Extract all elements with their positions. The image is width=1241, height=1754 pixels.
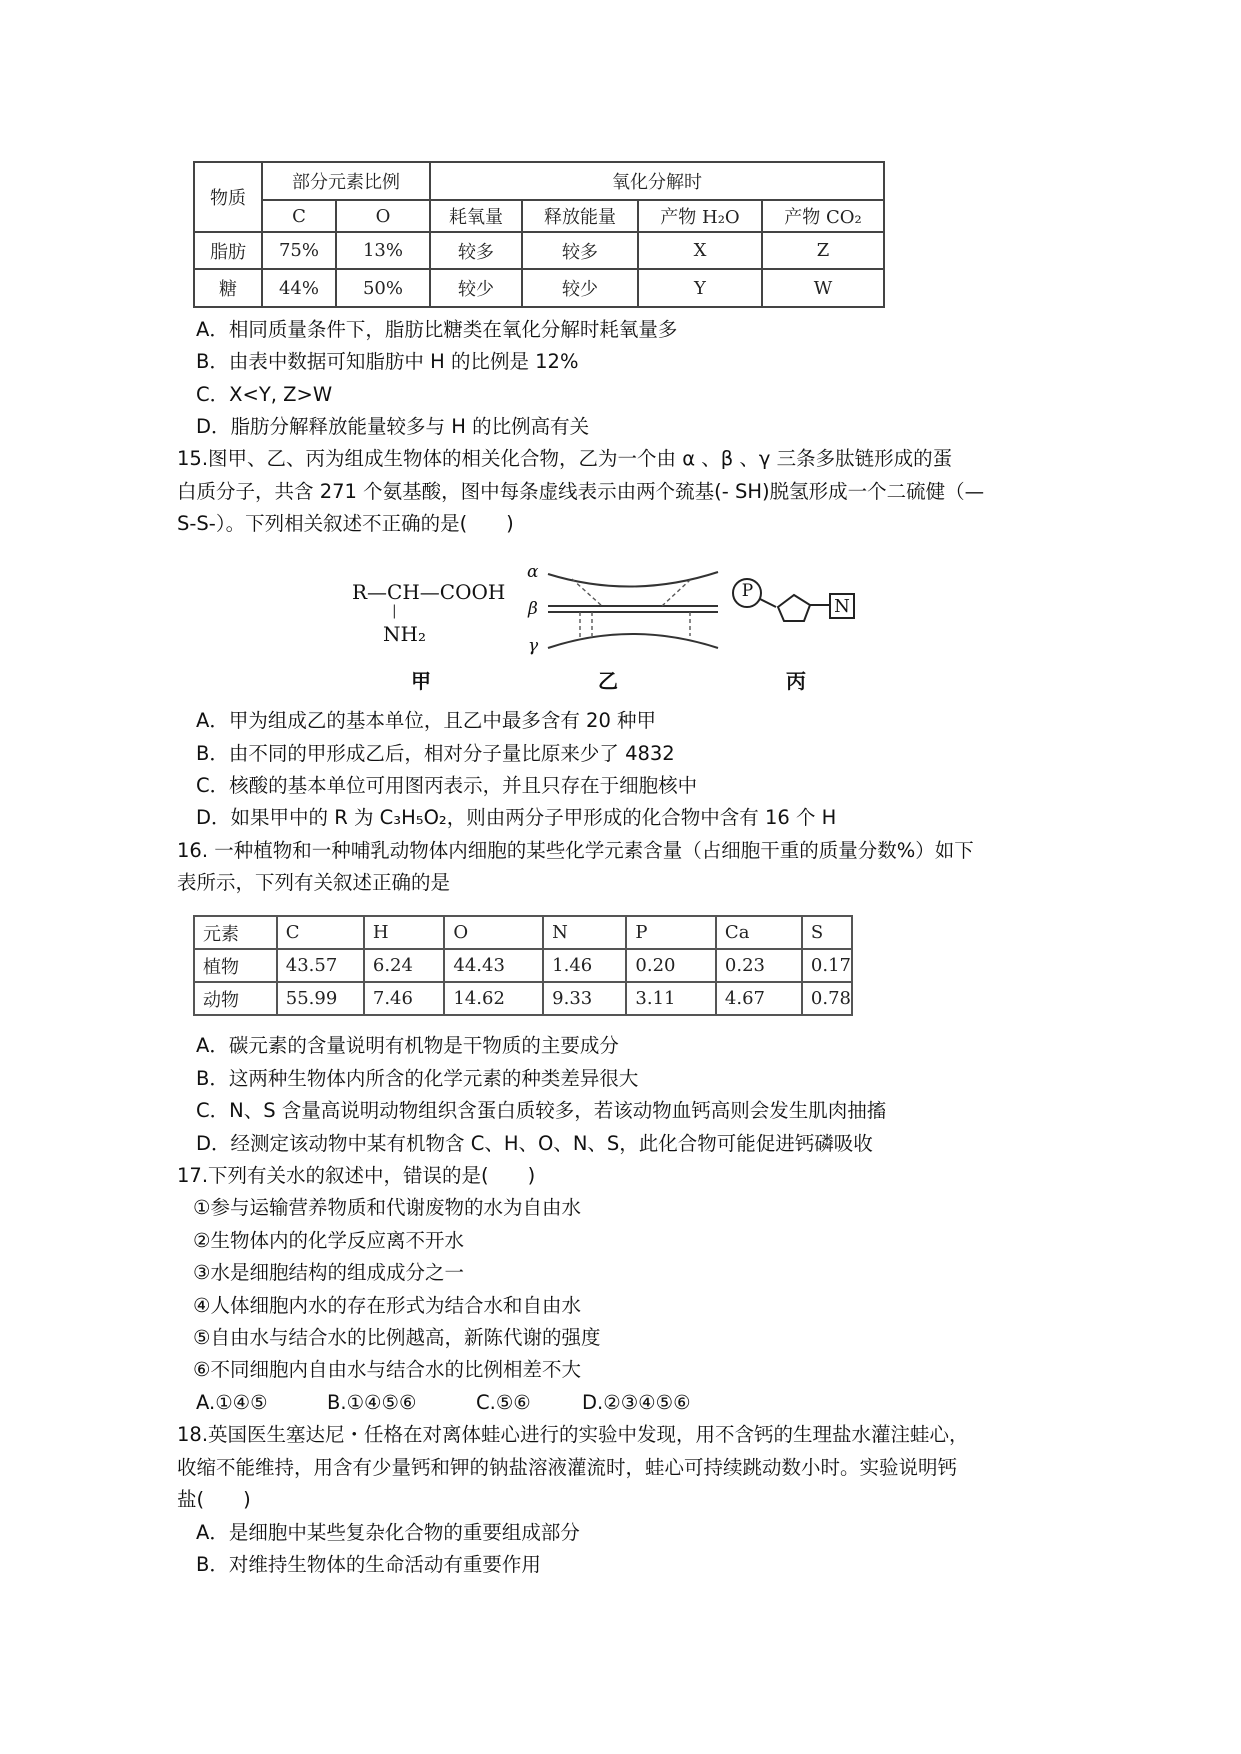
table-cell: 1.46 xyxy=(543,949,626,982)
option-c: C．核酸的基本单位可用图丙表示，并且只存在于细胞核中 xyxy=(196,774,698,797)
table-cell: 动物 xyxy=(194,982,277,1015)
table-cell: 较多 xyxy=(430,232,522,269)
table-cell: X xyxy=(638,232,762,269)
table-cell: 糖 xyxy=(194,269,262,307)
statement-item: ⑤自由水与结合水的比例越高，新陈代谢的强度 xyxy=(193,1326,601,1349)
question-18-stem: 18.英国医生塞达尼・任格在对离体蛙心进行的实验中发现，用不含钙的生理盐水灌注蛙心， xyxy=(177,1423,969,1446)
table-cell: Z xyxy=(762,232,884,269)
table-row xyxy=(194,982,852,1015)
amino-acid-formula: R—CH—COOH xyxy=(352,580,506,604)
question-15-stem: S-S-）。下列相关叙述不正确的是( ) xyxy=(177,512,514,535)
statement-item: ④人体细胞内水的存在形式为结合水和自由水 xyxy=(193,1294,581,1317)
table-header-cell: 产物 H₂O xyxy=(638,200,762,232)
table-cell: Y xyxy=(638,269,762,307)
option-b: B．由不同的甲形成乙后，相对分子量比原来少了 4832 xyxy=(196,742,675,765)
element-content-table xyxy=(193,915,853,1016)
table-cell: 7.46 xyxy=(364,982,445,1015)
table-header-cell: 产物 CO₂ xyxy=(762,200,884,232)
table-header-cell: C xyxy=(277,916,364,949)
choice-a: A.①④⑤ xyxy=(196,1391,268,1414)
chain-alpha-label: α xyxy=(527,562,539,582)
table-row xyxy=(194,916,852,949)
option-a: A．甲为组成乙的基本单位，且乙中最多含有 20 种甲 xyxy=(196,709,657,732)
table-header-cell: P xyxy=(626,916,716,949)
chain-gamma-label: γ xyxy=(528,636,539,656)
table-cell: W xyxy=(762,269,884,307)
table-cell: 植物 xyxy=(194,949,277,982)
table-header-cell: 释放能量 xyxy=(522,200,638,232)
chain-beta-label: β xyxy=(528,599,538,619)
table-cell: 13% xyxy=(336,232,430,269)
option-a: A．相同质量条件下，脂肪比糖类在氧化分解时耗氧量多 xyxy=(196,318,678,341)
option-b: B．这两种生物体内所含的化学元素的种类差异很大 xyxy=(196,1067,639,1090)
table-cell: 较少 xyxy=(430,269,522,307)
statement-item: ③水是细胞结构的组成成分之一 xyxy=(193,1261,464,1284)
question-16-stem: 表所示，下列有关叙述正确的是 xyxy=(177,871,451,894)
choice-b: B.①④⑤⑥ xyxy=(327,1391,417,1414)
question-17-stem: 17.下列有关水的叙述中，错误的是( ) xyxy=(177,1164,536,1187)
table-cell: 较少 xyxy=(522,269,638,307)
table-header-cell: Ca xyxy=(716,916,802,949)
statement-item: ①参与运输营养物质和代谢废物的水为自由水 xyxy=(193,1196,581,1219)
table-header-cell: 氧化分解时 xyxy=(430,162,884,200)
table-row xyxy=(194,949,852,982)
table-cell: 14.62 xyxy=(444,982,543,1015)
table-row xyxy=(194,269,884,307)
table-header-cell: S xyxy=(802,916,852,949)
table-cell: 0.23 xyxy=(716,949,802,982)
question-15-stem: 15.图甲、乙、丙为组成生物体的相关化合物，乙为一个由 α 、β 、γ 三条多肽链形成的蛋 xyxy=(177,447,953,470)
option-b: B．对维持生物体的生命活动有重要作用 xyxy=(196,1553,541,1576)
table-header-cell: H xyxy=(364,916,445,949)
table-header-cell: 部分元素比例 xyxy=(262,162,430,200)
figure-label-jia: 甲 xyxy=(411,669,431,693)
option-b: B．由表中数据可知脂肪中 H 的比例是 12% xyxy=(196,350,579,373)
option-c: C．X<Y, Z>W xyxy=(196,383,333,406)
option-d: D．经测定该动物中某有机物含 C、H、O、N、S，此化合物可能促进钙磷吸收 xyxy=(196,1132,873,1155)
option-c: C．N、S 含量高说明动物组织含蛋白质较多，若该动物血钙高则会发生肌肉抽搐 xyxy=(196,1099,887,1122)
phosphate-label: P xyxy=(741,581,754,601)
option-d: D．如果甲中的 R 为 C₃H₅O₂，则由两分子甲形成的化合物中含有 16 个 H xyxy=(196,806,837,829)
option-a: A．是细胞中某些复杂化合物的重要组成部分 xyxy=(196,1521,580,1544)
statement-item: ②生物体内的化学反应离不开水 xyxy=(193,1229,464,1252)
question-16-stem: 16. 一种植物和一种哺乳动物体内细胞的某些化学元素含量（占细胞干重的质量分数%）如下 xyxy=(177,839,974,862)
question-18-stem: 收缩不能维持，用含有少量钙和钾的钠盐溶液灌流时，蛙心可持续跳动数小时。实验说明钙 xyxy=(177,1456,958,1479)
table-cell: 44% xyxy=(262,269,336,307)
option-a: A．碳元素的含量说明有机物是干物质的主要成分 xyxy=(196,1034,619,1057)
protein-chains-diagram xyxy=(540,562,725,657)
table-header-cell: O xyxy=(444,916,543,949)
table-cell: 4.67 xyxy=(716,982,802,1015)
statement-item: ⑥不同细胞内自由水与结合水的比例相差不大 xyxy=(193,1358,581,1381)
table-cell: 9.33 xyxy=(543,982,626,1015)
choice-d: D.②③④⑤⑥ xyxy=(582,1391,691,1414)
table-cell: 43.57 xyxy=(277,949,364,982)
formula-bond: | xyxy=(392,603,397,619)
table-cell: 0.20 xyxy=(626,949,716,982)
table-cell: 脂肪 xyxy=(194,232,262,269)
table-header-cell: 元素 xyxy=(194,916,277,949)
base-label: N xyxy=(834,596,850,617)
table-header-cell: 耗氧量 xyxy=(430,200,522,232)
table-cell: 55.99 xyxy=(277,982,364,1015)
table-cell: 0.17 xyxy=(802,949,852,982)
fat-sugar-table xyxy=(193,161,885,308)
amine-group: NH₂ xyxy=(383,622,426,646)
table-cell: 44.43 xyxy=(444,949,543,982)
option-d: D．脂肪分解释放能量较多与 H 的比例高有关 xyxy=(196,415,590,438)
table-header-cell: N xyxy=(543,916,626,949)
choice-c: C.⑤⑥ xyxy=(476,1391,531,1414)
table-cell: 较多 xyxy=(522,232,638,269)
figure-label-yi: 乙 xyxy=(598,669,618,693)
table-header-cell: O xyxy=(336,200,430,232)
table-header-cell: 物质 xyxy=(194,162,262,232)
table-row xyxy=(194,232,884,269)
table-header-cell: C xyxy=(262,200,336,232)
figure-label-bing: 丙 xyxy=(786,669,806,693)
table-cell: 75% xyxy=(262,232,336,269)
question-18-stem: 盐( ) xyxy=(177,1488,251,1511)
question-15-stem: 白质分子，共含 271 个氨基酸，图中每条虚线表示由两个巯基(- SH)脱氢形成一个二硫健（— xyxy=(177,480,985,503)
table-cell: 6.24 xyxy=(364,949,445,982)
table-cell: 0.78 xyxy=(802,982,852,1015)
table-cell: 50% xyxy=(336,269,430,307)
table-cell: 3.11 xyxy=(626,982,716,1015)
